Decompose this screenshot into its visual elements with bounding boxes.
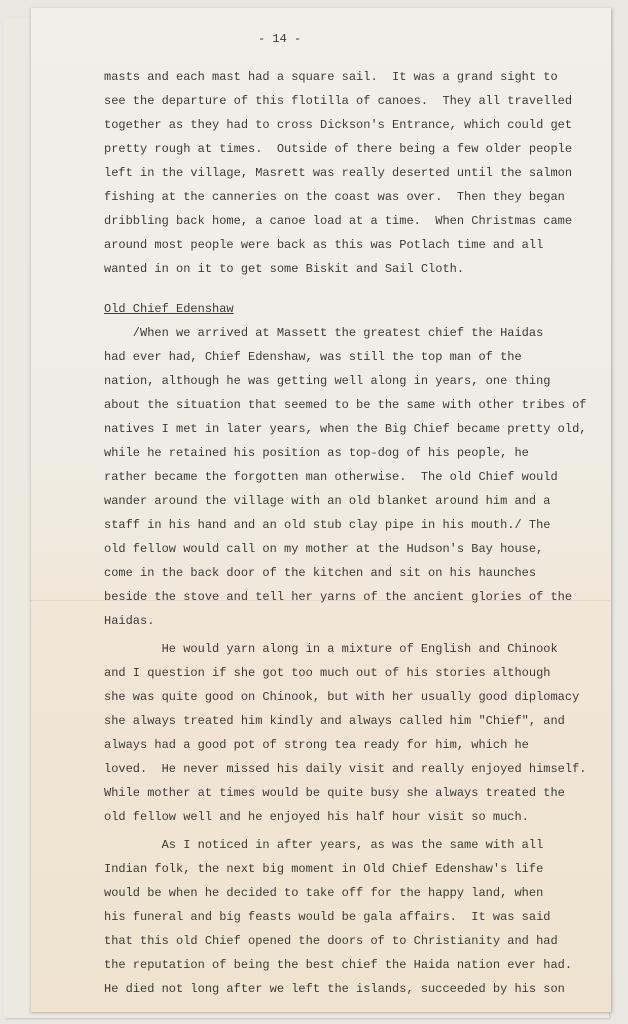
text-line: As I noticed in after years, as was the same with all (104, 838, 544, 852)
text-line: she always treated him kindly and always called him "Chief", and (104, 714, 565, 728)
text-line: He would yarn along in a mixture of English and Chinook (104, 642, 558, 656)
text-line: masts and each mast had a square sail. It was a grand sight to (104, 70, 558, 84)
text-line: Indian folk, the next big moment in Old Chief Edenshaw's life (104, 862, 544, 876)
text-line: his funeral and big feasts would be gala affairs. It was said (104, 910, 551, 924)
section-heading: Old Chief Edenshaw (104, 302, 234, 316)
text-line: nation, although he was getting well along in years, one thing (104, 374, 551, 388)
text-line: wander around the village with an old blanket around him and a (104, 494, 551, 508)
text-line: He died not long after we left the islands, succeeded by his son (104, 982, 565, 996)
text-line: and I question if she got too much out of his stories although (104, 666, 551, 680)
text-line: while he retained his position as top-dog of his people, he (104, 446, 529, 460)
text-line: that this old Chief opened the doors of to Christianity and had (104, 934, 558, 948)
text-line: staff in his hand and an old stub clay pipe in his mouth./ The (104, 518, 551, 532)
text-line: pretty rough at times. Outside of there being a few older people (104, 142, 573, 156)
text-line: had ever had, Chief Edenshaw, was still the top man of the (104, 350, 522, 364)
text-line: she was quite good on Chinook, but with her usually good diplomacy (104, 690, 580, 704)
page-number: - 14 - (258, 32, 302, 46)
text-line: loved. He never missed his daily visit and really enjoyed himself. (104, 762, 587, 776)
text-line: together as they had to cross Dickson's Entrance, which could get (104, 118, 573, 132)
text-line: While mother at times would be quite busy she always treated the (104, 786, 565, 800)
text-line: left in the village, Masrett was really deserted until the salmon (104, 166, 573, 180)
text-line: old fellow well and he enjoyed his half hour visit so much. (104, 810, 529, 824)
text-line: around most people were back as this was Potlach time and all (104, 238, 544, 252)
text-line: always had a good pot of strong tea ready for him, which he (104, 738, 529, 752)
text-line: come in the back door of the kitchen and sit on his haunches (104, 566, 537, 580)
text-line: /When we arrived at Massett the greatest chief the Haidas (104, 326, 544, 340)
text-line: the reputation of being the best chief the Haida nation ever had. (104, 958, 573, 972)
text-line: wanted in on it to get some Biskit and Sail Cloth. (104, 262, 465, 276)
text-line: rather became the forgotten man otherwise. The old Chief would (104, 470, 558, 484)
text-line: would be when he decided to take off for the happy land, when (104, 886, 544, 900)
text-line: see the departure of this flotilla of canoes. They all travelled (104, 94, 573, 108)
text-line: Haidas. (104, 614, 155, 628)
text-line: about the situation that seemed to be the same with other tribes of (104, 398, 587, 412)
text-line: natives I met in later years, when the Big Chief became pretty old, (104, 422, 587, 436)
text-line: old fellow would call on my mother at the Hudson's Bay house, (104, 542, 544, 556)
text-line: dribbling back home, a canoe load at a time. When Christmas came (104, 214, 573, 228)
text-line: beside the stove and tell her yarns of the ancient glories of the (104, 590, 573, 604)
text-line: fishing at the canneries on the coast was over. Then they began (104, 190, 565, 204)
